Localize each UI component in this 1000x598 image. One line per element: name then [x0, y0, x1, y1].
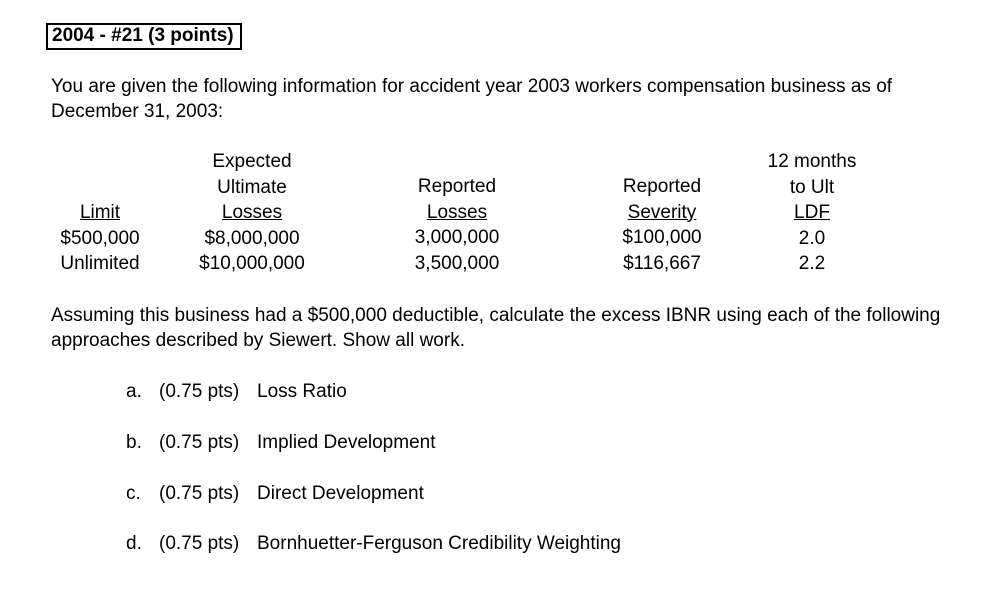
column-header: Severity [627, 201, 697, 223]
question-title: 2004 - #21 (3 points) [46, 23, 242, 50]
table-cell: 3,500,000 [414, 252, 500, 274]
list-item [126, 531, 621, 556]
part-points: (0.75 pts) [159, 432, 240, 453]
part-label: b. [126, 432, 142, 453]
part-text: Implied Development [257, 432, 436, 453]
column-limit [50, 200, 150, 277]
column-reported-severity [597, 174, 727, 276]
column-header: Reported [417, 176, 497, 197]
part-points: (0.75 pts) [159, 381, 240, 402]
part-text: Direct Development [257, 483, 424, 504]
column-header: LDF [794, 202, 830, 223]
table-cell: Unlimited [60, 253, 140, 274]
part-label: a. [126, 381, 142, 402]
column-header: Reported [622, 176, 702, 197]
column-expected-ultimate-losses [182, 149, 322, 277]
column-header: Limit [79, 202, 121, 223]
part-points: (0.75 pts) [159, 483, 240, 504]
table-cell: 2.0 [798, 227, 826, 249]
column-header: Losses [221, 202, 283, 223]
part-text: Loss Ratio [257, 381, 347, 402]
table-cell: 3,000,000 [414, 227, 500, 248]
part-label: c. [126, 483, 141, 504]
table-cell: 2.2 [798, 253, 826, 274]
table-cell: $100,000 [622, 227, 702, 248]
column-reported-losses [396, 174, 518, 276]
column-header: Expected [212, 151, 292, 172]
assumption-paragraph: Assuming this business had a $500,000 deductible, calculate the excess IBNR using each of the following approaches described by Siewert. Show all work. [51, 305, 941, 351]
intro-paragraph: You are given the following information for accident year 2003 workers compensation business as of December 31, 2003: [51, 76, 893, 122]
column-ldf [752, 149, 872, 277]
table-cell: $10,000,000 [199, 253, 305, 274]
column-header: Losses [426, 201, 488, 223]
part-label: d. [126, 533, 142, 554]
list-item [126, 481, 424, 506]
table-cell: $8,000,000 [204, 227, 300, 249]
list-item [126, 379, 347, 404]
table-cell: $116,667 [623, 252, 701, 274]
table-cell: $500,000 [60, 227, 140, 249]
part-text: Bornhuetter-Ferguson Credibility Weighting [257, 533, 621, 554]
column-header: 12 months [767, 151, 857, 172]
column-header: Ultimate [217, 176, 287, 198]
part-points: (0.75 pts) [159, 533, 240, 554]
list-item [126, 430, 435, 455]
column-header: to Ult [789, 176, 835, 198]
